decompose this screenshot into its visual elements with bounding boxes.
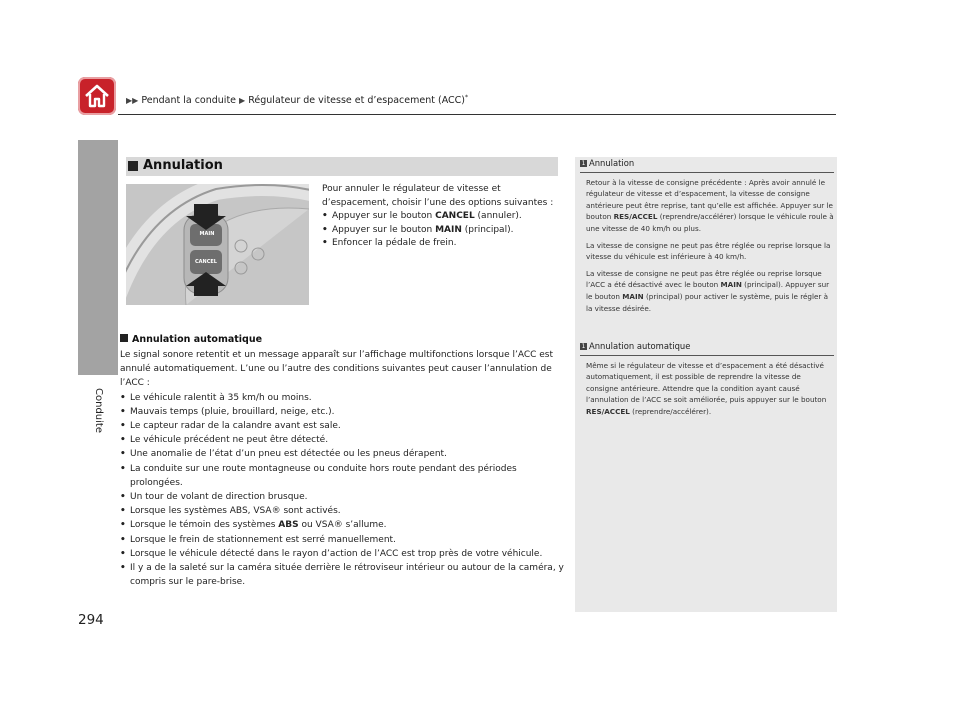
note-paragraph: Même si le régulateur de vitesse et d’espacement a été désactivé automatiquement, il est possible de reprendre la vitesse de consigne antérieure. Attendre que la condition ayant causé l’annulation de l’ACC se soit améliorée, puis appuyer sur le bouton RES/ACCEL (reprendre/accélérer). [586,360,827,416]
subsection-square-icon [120,334,128,342]
list-item: • Appuyer sur le bouton CANCEL (annuler). [322,210,562,224]
list-item: • Enfoncer la pédale de frein. [322,237,562,251]
main-button-label: MAIN [199,231,215,237]
auto-cancel-body [120,348,566,589]
note-title: Annulation automatique [589,341,691,351]
note-annulation [580,158,834,319]
paragraph: Le signal sonore retentit et un message apparaît sur l’affichage multifonctions lorsque l’ACC est annulé automatiquement. L’une ou l’autre des conditions suivantes peut causer l’annulation de l’ACC : [120,350,554,389]
cancel-button-label: CANCEL [195,259,217,265]
steering-wheel-drawing [126,184,309,305]
breadcrumb-item[interactable]: Régulateur de vitesse et d’espacement (ACC) [248,95,465,107]
note-paragraph: Retour à la vitesse de consigne précédente : Après avoir annulé le régulateur de vitesse et d’espacement, la vitesse de consigne antérieure peut être reprise, tant qu’elle est affichée. Appuyer sur le bouton RES/ACCEL (reprendre/accélérer) lorsque le véhicule roule à une vitesse de 40 km/h ou plus. [586,177,834,233]
home-icon [82,81,112,111]
breadcrumb-arrow-icon: ▶ [239,96,246,106]
section-header [126,157,558,176]
list-item: • Mauvais temps (pluie, brouillard, neige, etc.). [120,405,566,419]
list-item: • Un tour de volant de direction brusque. [120,490,566,504]
home-button[interactable] [78,77,116,115]
section-title: Annulation [143,158,223,173]
section-square-icon [128,161,138,171]
subsection-header [120,334,262,345]
breadcrumb-arrow-icon: ▶▶ [126,96,139,106]
list-item: • Le capteur radar de la calandre avant est sale. [120,419,566,433]
list-item: • La conduite sur une route montagneuse ou conduite hors route pendant des périodes prolongées. [120,462,566,490]
list-item: • Lorsque le frein de stationnement est serré manuellement. [120,533,566,547]
list-item: • Appuyer sur le bouton MAIN (principal). [322,224,562,238]
list-item: • Une anomalie de l’état d’un pneu est détectée ou les pneus dérapent. [120,447,566,461]
list-item: • Lorsque le témoin des systèmes ABS ou VSA® s’allume. [120,518,566,532]
list-item: • Il y a de la saleté sur la caméra située derrière le rétroviseur intérieur ou autour de la caméra, y compris sur le pare-brise. [120,561,566,589]
breadcrumb [126,94,468,106]
chapter-tab-label: Conduite [93,388,104,433]
note-paragraph: La vitesse de consigne ne peut pas être réglée ou reprise lorsque l’ACC a été désactivé avec le bouton MAIN (principal). Appuyer sur le bouton MAIN (principal) pour activer le système, puis le régler à la vitesse désirée. [586,268,830,313]
note-annulation-automatique [580,341,834,423]
header-rule [118,114,836,115]
list-item: • Le véhicule précédent ne peut être détecté. [120,433,566,447]
cancel-options-list [322,210,562,251]
note-header [580,158,834,173]
steering-wheel-illustration [126,184,309,305]
note-header [580,341,834,356]
intro-line: d’espacement, choisir l’une des options suivantes : [322,197,554,208]
list-item: • Lorsque les systèmes ABS, VSA® sont activés. [120,504,566,518]
note-ref-icon: 1 [581,160,586,167]
list-item: • Le véhicule ralentit à 35 km/h ou moins. [120,391,566,405]
intro-line: Pour annuler le régulateur de vitesse et [322,184,501,194]
breadcrumb-item[interactable]: Pendant la conduite [141,95,237,107]
note-paragraph: La vitesse de consigne ne peut pas être réglée ou reprise lorsque la vitesse du véhicule est inférieure à 40 km/h. [586,240,831,262]
cancel-intro [322,183,562,251]
subsection-title: Annulation automatique [132,334,263,345]
asterisk: * [465,94,468,101]
page-number: 294 [78,612,104,628]
chapter-tab[interactable] [78,140,118,375]
note-ref-icon: 1 [581,343,586,350]
conditions-list [120,391,566,590]
list-item: • Lorsque le véhicule détecté dans le rayon d’action de l’ACC est trop près de votre véhicule. [120,547,566,561]
note-title: Annulation [589,158,635,168]
